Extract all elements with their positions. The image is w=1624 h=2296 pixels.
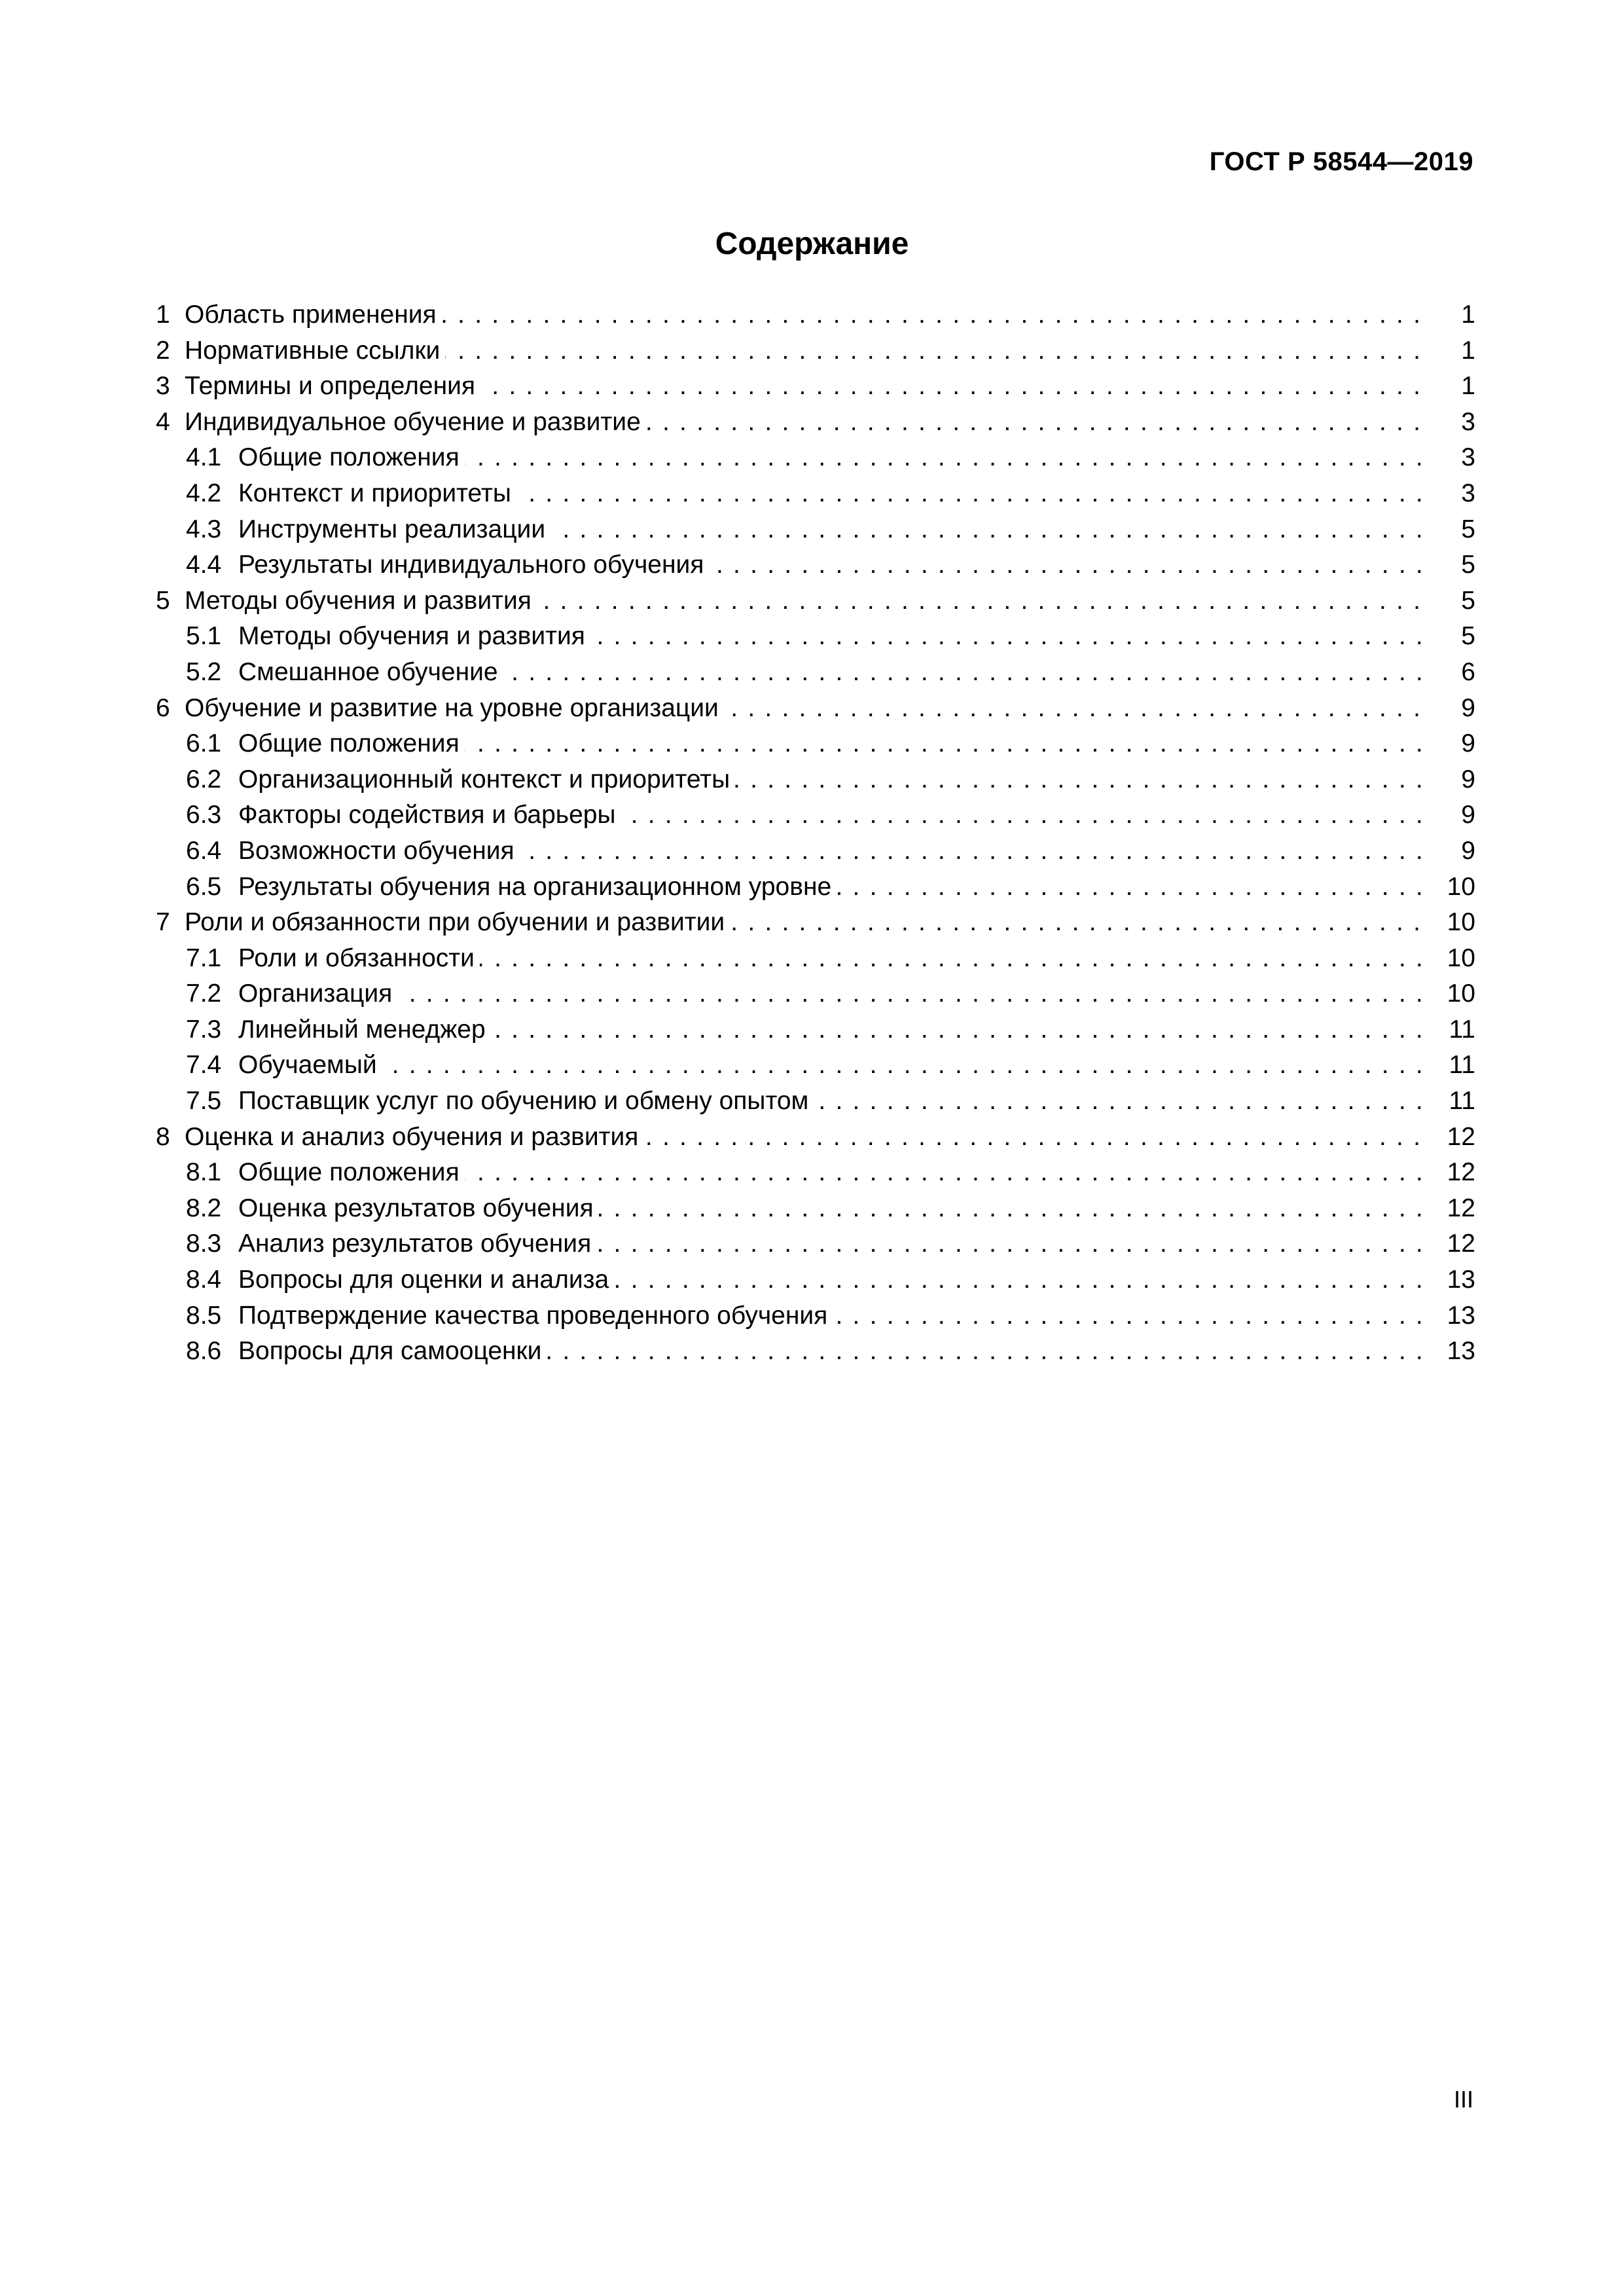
- toc-entry-page: 10: [1447, 872, 1475, 901]
- toc-entry-number: 4.2: [186, 479, 222, 507]
- toc-entry-page: 5: [1461, 515, 1475, 543]
- toc-entry[interactable]: [156, 833, 1475, 869]
- toc-entry-label: Анализ результатов обучения: [238, 1230, 596, 1258]
- document-identifier: ГОСТ Р 58544—2019: [1209, 147, 1473, 176]
- toc-entry[interactable]: [156, 297, 1475, 333]
- toc-entry[interactable]: [156, 1012, 1475, 1048]
- toc-entry-label: Подтверждение качества проведенного обучения: [238, 1302, 833, 1330]
- toc-entry-label-leader: [185, 405, 1428, 441]
- toc-entry-page: 11: [1449, 1015, 1475, 1044]
- toc-entry-page: 11: [1449, 1087, 1475, 1116]
- table-of-contents: [156, 297, 1475, 1370]
- toc-entry-page: 13: [1447, 1337, 1475, 1366]
- toc-entry-label-leader: [238, 1334, 1428, 1370]
- toc-entry-page: 5: [1461, 622, 1475, 651]
- toc-entry[interactable]: [156, 726, 1475, 762]
- toc-entry-number: 7: [156, 908, 170, 937]
- toc-entry-label-leader: [238, 440, 1428, 476]
- toc-entry-label: Общие положения: [238, 443, 465, 471]
- toc-entry-number: 5.2: [186, 657, 222, 686]
- toc-entry-label: Оценка результатов обучения: [238, 1194, 599, 1222]
- toc-entry-label: Поставщик услуг по обучению и обмену опытом: [238, 1087, 814, 1115]
- toc-entry-label: Роли и обязанности при обучении и развитии: [185, 908, 730, 936]
- toc-entry-number: 8.3: [186, 1230, 222, 1258]
- toc-entry-number: 6.4: [186, 836, 222, 865]
- toc-entry-label-leader: [238, 1191, 1428, 1227]
- toc-entry-number: 7.3: [186, 1015, 222, 1044]
- toc-entry-page: 11: [1449, 1051, 1475, 1080]
- toc-entry-label-leader: [238, 833, 1428, 869]
- toc-entry[interactable]: [156, 762, 1475, 798]
- toc-entry-number: 8.6: [186, 1337, 222, 1366]
- toc-entry-label-leader: [238, 976, 1428, 1012]
- toc-entry-label: Область применения: [185, 301, 442, 329]
- toc-entry[interactable]: [156, 1298, 1475, 1334]
- toc-entry-label: Обучение и развитие на уровне организации: [185, 694, 724, 722]
- toc-entry-number: 4.3: [186, 515, 222, 543]
- toc-entry-label: Организационный контекст и приоритеты: [238, 765, 735, 793]
- toc-entry[interactable]: [156, 976, 1475, 1012]
- toc-entry[interactable]: [156, 476, 1475, 512]
- toc-entry[interactable]: [156, 655, 1475, 691]
- toc-entry-label: Обучаемый: [238, 1051, 382, 1079]
- toc-entry-label-leader: [238, 512, 1428, 548]
- toc-entry[interactable]: [156, 941, 1475, 977]
- toc-entry-number: 8.1: [186, 1158, 222, 1187]
- toc-entry-label: Общие положения: [238, 729, 465, 757]
- toc-entry[interactable]: [156, 905, 1475, 941]
- toc-entry-label-leader: [185, 369, 1428, 405]
- toc-entry-label-leader: [238, 1012, 1428, 1048]
- toc-entry-page: 5: [1461, 551, 1475, 579]
- toc-entry[interactable]: [156, 583, 1475, 619]
- toc-entry-page: 3: [1461, 443, 1475, 472]
- toc-entry-page: 12: [1447, 1194, 1475, 1222]
- toc-entry-label: Организация: [238, 979, 397, 1008]
- toc-entry-label-leader: [238, 547, 1428, 583]
- toc-entry-page: 9: [1461, 693, 1475, 722]
- toc-entry-page: 13: [1447, 1266, 1475, 1294]
- toc-entry-label: Роли и обязанности: [238, 944, 480, 972]
- toc-entry-label: Инструменты реализации: [238, 515, 550, 543]
- toc-entry-number: 8.2: [186, 1194, 222, 1222]
- toc-entry[interactable]: [156, 1191, 1475, 1227]
- toc-entry-number: 7.2: [186, 979, 222, 1008]
- toc-entry-number: 6.5: [186, 872, 222, 901]
- toc-entry-label: Смешанное обучение: [238, 658, 503, 686]
- toc-entry-number: 7.1: [186, 943, 222, 972]
- toc-entry-label-leader: [185, 1120, 1428, 1156]
- toc-entry-number: 3: [156, 372, 170, 401]
- toc-entry-label-leader: [238, 1155, 1428, 1191]
- toc-entry-label: Индивидуальное обучение и развитие: [185, 408, 646, 436]
- toc-entry-page: 9: [1461, 729, 1475, 758]
- toc-entry-number: 6.3: [186, 801, 222, 829]
- toc-entry[interactable]: [156, 405, 1475, 441]
- toc-entry-label-leader: [238, 797, 1428, 833]
- toc-entry-number: 1: [156, 301, 170, 329]
- toc-entry[interactable]: [156, 1048, 1475, 1084]
- toc-entry[interactable]: [156, 1155, 1475, 1191]
- toc-entry-label-leader: [238, 1262, 1428, 1298]
- toc-entry-label-leader: [238, 1084, 1428, 1120]
- toc-entry[interactable]: [156, 1120, 1475, 1156]
- toc-entry-page: 10: [1447, 943, 1475, 972]
- toc-entry-label: Общие положения: [238, 1158, 465, 1186]
- toc-entry[interactable]: [156, 869, 1475, 905]
- toc-entry-label: Вопросы для оценки и анализа: [238, 1266, 614, 1294]
- toc-entry-page: 9: [1461, 765, 1475, 793]
- toc-entry-number: 4.1: [186, 443, 222, 472]
- toc-entry-page: 12: [1447, 1230, 1475, 1258]
- toc-entry-page: 10: [1447, 979, 1475, 1008]
- toc-entry-page: 13: [1447, 1301, 1475, 1330]
- toc-entry[interactable]: [156, 797, 1475, 833]
- toc-entry-label-leader: [185, 691, 1428, 727]
- toc-entry-label-leader: [238, 1048, 1428, 1084]
- toc-entry-label-leader: [238, 1226, 1428, 1262]
- toc-entry-page: 1: [1461, 301, 1475, 329]
- toc-entry-label: Возможности обучения: [238, 837, 520, 865]
- toc-entry-number: 8.4: [186, 1266, 222, 1294]
- toc-entry[interactable]: [156, 619, 1475, 655]
- toc-entry-label-leader: [238, 476, 1428, 512]
- toc-entry-label: Факторы содействия и барьеры: [238, 801, 621, 829]
- toc-entry[interactable]: [156, 547, 1475, 583]
- toc-entry-label-leader: [238, 726, 1428, 762]
- toc-entry-page: 3: [1461, 407, 1475, 436]
- toc-entry-page: 10: [1447, 908, 1475, 937]
- toc-entry-number: 2: [156, 336, 170, 365]
- toc-entry-label: Контекст и приоритеты: [238, 479, 516, 507]
- toc-entry-label-leader: [238, 619, 1428, 655]
- toc-entry-page: 5: [1461, 586, 1475, 615]
- toc-entry-label-leader: [238, 762, 1428, 798]
- toc-entry-number: 5.1: [186, 622, 222, 651]
- toc-entry[interactable]: [156, 1084, 1475, 1120]
- toc-entry-number: 6.1: [186, 729, 222, 758]
- toc-entry-number: 5: [156, 586, 170, 615]
- toc-entry[interactable]: [156, 1226, 1475, 1262]
- toc-entry-page: 1: [1461, 336, 1475, 365]
- toc-entry-page: 9: [1461, 801, 1475, 829]
- toc-entry-label: Нормативные ссылки: [185, 337, 445, 365]
- toc-entry-label: Вопросы для самооценки: [238, 1337, 547, 1365]
- toc-title: Содержание: [715, 227, 909, 261]
- toc-entry-page: 12: [1447, 1158, 1475, 1187]
- toc-entry-number: 6: [156, 693, 170, 722]
- toc-entry-label-leader: [238, 869, 1428, 905]
- toc-entry-label-leader: [185, 297, 1428, 333]
- toc-entry-page: 6: [1461, 657, 1475, 686]
- toc-entry[interactable]: [156, 1334, 1475, 1370]
- toc-entry-label-leader: [238, 941, 1428, 977]
- toc-entry[interactable]: [156, 691, 1475, 727]
- toc-entry-label: Термины и определения: [185, 372, 480, 400]
- toc-entry-number: 4.4: [186, 551, 222, 579]
- toc-entry[interactable]: [156, 333, 1475, 369]
- toc-entry-label: Результаты индивидуального обучения: [238, 551, 709, 579]
- toc-entry-label-leader: [185, 905, 1428, 941]
- toc-entry-number: 6.2: [186, 765, 222, 793]
- toc-entry-number: 8: [156, 1122, 170, 1151]
- toc-entry-label: Оценка и анализ обучения и развития: [185, 1123, 643, 1151]
- toc-entry[interactable]: [156, 512, 1475, 548]
- toc-entry-page: 9: [1461, 836, 1475, 865]
- toc-entry-label-leader: [185, 333, 1428, 369]
- toc-entry[interactable]: [156, 369, 1475, 405]
- toc-entry-number: 4: [156, 407, 170, 436]
- toc-entry-label: Линейный менеджер: [238, 1015, 491, 1044]
- page-folio: III: [1453, 2086, 1473, 2113]
- toc-entry-label-leader: [185, 583, 1428, 619]
- toc-entry-number: 8.5: [186, 1301, 222, 1330]
- toc-entry[interactable]: [156, 1262, 1475, 1298]
- toc-entry-label-leader: [238, 1298, 1428, 1334]
- toc-entry-page: 1: [1461, 372, 1475, 401]
- toc-entry-page: 3: [1461, 479, 1475, 507]
- toc-entry-number: 7.5: [186, 1087, 222, 1116]
- toc-entry-page: 12: [1447, 1122, 1475, 1151]
- toc-entry-label-leader: [238, 655, 1428, 691]
- toc-entry-label: Методы обучения и развития: [238, 622, 590, 650]
- toc-entry[interactable]: [156, 440, 1475, 476]
- toc-entry-label: Методы обучения и развития: [185, 587, 537, 615]
- toc-entry-number: 7.4: [186, 1051, 222, 1080]
- toc-entry-label: Результаты обучения на организационном уровне: [238, 873, 837, 901]
